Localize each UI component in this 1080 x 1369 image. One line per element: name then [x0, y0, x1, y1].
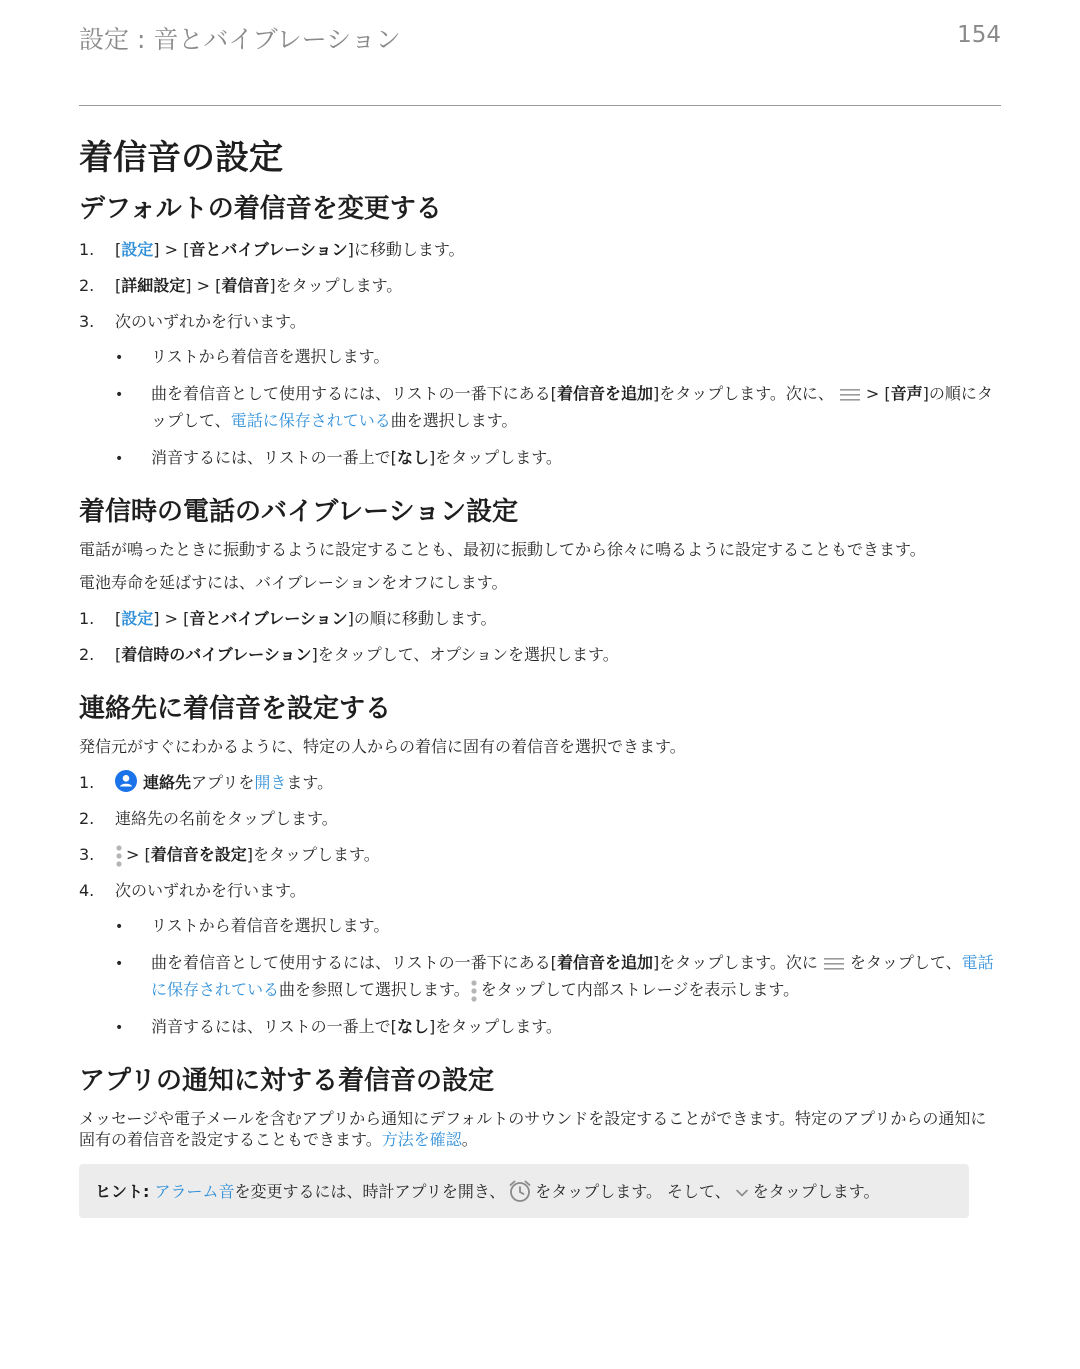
section-contact-ringtone-steps	[79, 769, 1001, 1040]
hint-label: ヒント:	[95, 1182, 150, 1201]
text: [	[115, 609, 122, 628]
step	[79, 805, 1001, 832]
text: 曲を着信音として使用するには、リストの一番下にある[	[151, 953, 557, 972]
ui-term: 着信音	[221, 276, 270, 295]
page-title: 着信音の設定	[79, 138, 283, 178]
open-link[interactable]: 開き	[254, 773, 287, 792]
step-number: 1.	[79, 240, 95, 259]
contacts-icon	[115, 770, 137, 792]
alarm-clock-icon	[507, 1178, 533, 1204]
text: ]に移動します。	[347, 240, 465, 259]
step-number: 3.	[79, 845, 95, 864]
text: ]をタップします。	[428, 1017, 562, 1036]
paragraph: 発信元がすぐにわかるように、特定の人からの着信に固有の着信音を選択できます。	[79, 737, 686, 756]
text: をタップします。	[752, 1182, 880, 1201]
chevron-down-icon	[735, 1188, 749, 1198]
settings-link[interactable]: 設定	[121, 609, 154, 628]
text: をタップして内部ストレージを表示します。	[480, 980, 800, 999]
how-to-link[interactable]: 方法を確認	[381, 1130, 462, 1149]
stored-on-phone-link[interactable]: 電話に保存されている	[230, 411, 391, 430]
text: ] > [	[153, 240, 190, 259]
text: [	[115, 645, 122, 664]
step	[79, 236, 1001, 263]
menu-icon	[824, 958, 844, 970]
text: リストから着信音を選択します。	[151, 347, 390, 366]
ui-term: 音とバイブレーション	[189, 609, 348, 628]
text: 曲を参照して選択します。	[279, 980, 470, 999]
text: リストから着信音を選択します。	[151, 916, 390, 935]
text: ]をタップします。	[428, 448, 562, 467]
text: [	[115, 276, 122, 295]
running-header	[79, 20, 1001, 54]
bullet-item	[115, 912, 1001, 939]
step	[79, 841, 1001, 868]
ui-term: なし	[396, 448, 429, 467]
step-number: 2.	[79, 809, 95, 828]
step-number: 2.	[79, 276, 95, 295]
text: 。	[461, 1130, 478, 1149]
text: 次のいずれかを行います。	[115, 881, 306, 900]
bullet-item	[115, 1013, 1001, 1040]
section-vibration-heading: 着信時の電話のバイブレーション設定	[79, 497, 519, 527]
paragraph	[79, 1108, 1001, 1150]
text: をタップします。 そして、	[535, 1182, 731, 1201]
ui-term: 着信時のバイブレーション	[121, 645, 312, 664]
ui-term: 着信音を追加	[556, 953, 653, 972]
ui-term: なし	[396, 1017, 429, 1036]
ui-term: 音とバイブレーション	[189, 240, 348, 259]
section-vibration-steps	[79, 605, 1001, 668]
text: ]の順に移動します。	[347, 609, 497, 628]
section-default-ringtone-heading: デフォルトの着信音を変更する	[79, 194, 442, 224]
ui-term: 着信音を追加	[556, 384, 653, 403]
text: 曲を着信音として使用するには、リストの一番下にある[	[151, 384, 557, 403]
text: ]をタップします。	[246, 845, 380, 864]
ui-term: 詳細設定	[121, 276, 186, 295]
step-number: 1.	[79, 773, 95, 792]
stored-on-phone-link[interactable]: 電話に保存されている	[151, 953, 994, 999]
section-contact-ringtone-heading: 連絡先に着信音を設定する	[79, 694, 392, 724]
sub-options	[115, 343, 1001, 471]
step-number: 2.	[79, 645, 95, 664]
text: ]をタップします。次に、	[652, 384, 834, 403]
kebab-icon	[470, 979, 478, 1003]
text: をタップして、	[849, 953, 962, 972]
section-app-notification-heading: アプリの通知に対する着信音の設定	[79, 1066, 494, 1096]
text: を変更するには、時計アプリを開き、	[234, 1182, 506, 1201]
step-number: 3.	[79, 312, 95, 331]
hint-box	[79, 1164, 969, 1218]
settings-link[interactable]: 設定	[121, 240, 154, 259]
text: ます。	[286, 773, 334, 792]
step	[79, 605, 1001, 632]
step	[79, 769, 1001, 796]
ui-term: 音声	[890, 384, 923, 403]
text: > [	[126, 845, 151, 864]
ui-term: 連絡先	[143, 773, 192, 792]
text: 連絡先の名前をタップします。	[115, 809, 338, 828]
kebab-icon	[115, 844, 123, 868]
section-default-ringtone-steps	[79, 236, 1001, 471]
step	[79, 272, 1001, 299]
text: ]をタップして、オプションを選択します。	[311, 645, 619, 664]
text: アプリを	[191, 773, 255, 792]
paragraph: 電池寿命を延ばすには、バイブレーションをオフにします。	[79, 573, 508, 592]
text: 消音するには、リストの一番上で[	[151, 448, 397, 467]
text: メッセージや電子メールを含むアプリから通知にデフォルトのサウンドを設定することができます。特定のアプリからの通知に固有の着信音を設定することもできます。	[79, 1109, 987, 1149]
paragraph: 電話が鳴ったときに振動するように設定することも、最初に振動してから徐々に鳴るように設定することもできます。	[79, 540, 926, 559]
text: ] > [	[185, 276, 222, 295]
text: ]をタップします。次に	[652, 953, 818, 972]
alarm-sound-link[interactable]: アラーム音	[154, 1182, 235, 1201]
sub-options	[115, 912, 1001, 1040]
step	[79, 308, 1001, 471]
text: ]の順にタップして、	[151, 384, 993, 430]
ui-term: 着信音を設定	[150, 845, 247, 864]
text: [	[115, 240, 122, 259]
bullet-item	[115, 949, 1001, 1003]
step	[79, 877, 1001, 1040]
step-number: 1.	[79, 609, 95, 628]
text: ] > [	[153, 609, 190, 628]
text: 消音するには、リストの一番上で[	[151, 1017, 397, 1036]
text: ]をタップします。	[269, 276, 403, 295]
bullet-item	[115, 444, 1001, 471]
menu-icon	[840, 389, 860, 401]
header-title: 設定 : 音とバイブレーション	[79, 25, 401, 54]
page-number: 154	[957, 22, 1001, 48]
step	[79, 641, 1001, 668]
bullet-item	[115, 380, 1001, 434]
header-divider	[79, 105, 1001, 106]
content	[79, 136, 1001, 1218]
step-number: 4.	[79, 881, 95, 900]
text: 曲を選択します。	[390, 411, 518, 430]
bullet-item	[115, 343, 1001, 370]
text: > [	[865, 384, 891, 403]
text: 次のいずれかを行います。	[115, 312, 306, 331]
